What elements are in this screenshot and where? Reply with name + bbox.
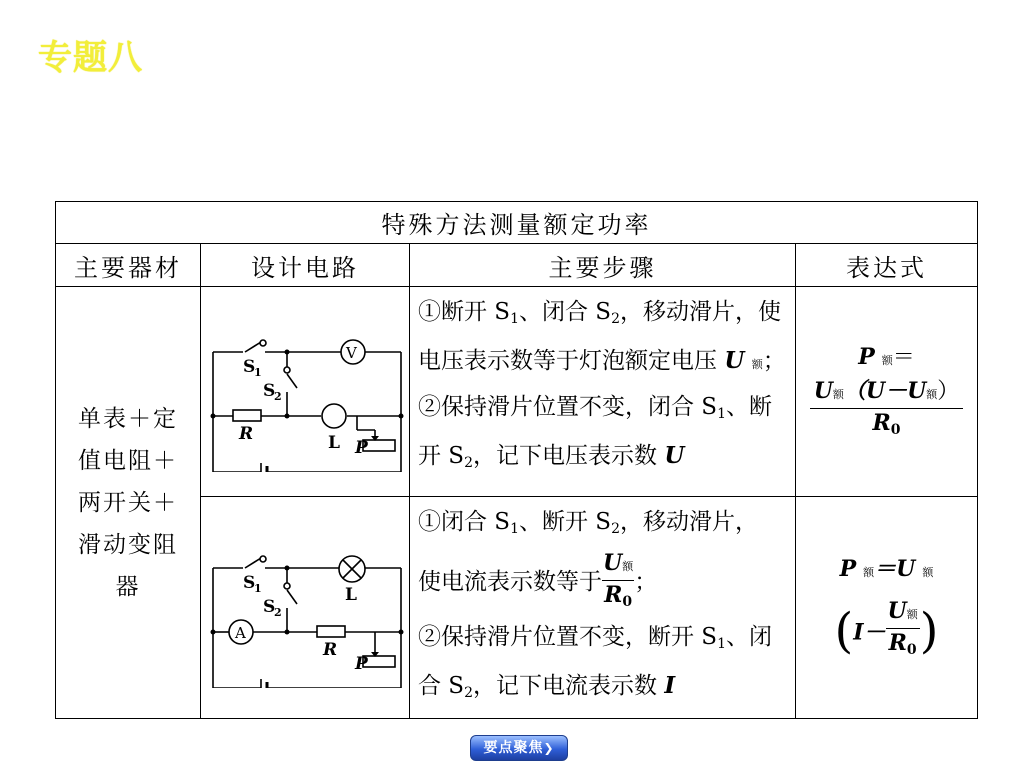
- table-title-row: [56, 202, 978, 244]
- resistor-label: R: [323, 639, 338, 660]
- step1-text: ①闭合 $S_1$、断开 $S_2$，移动滑片，: [418, 509, 758, 537]
- equipment-line: 器: [115, 573, 141, 600]
- voltmeter-label: V: [346, 343, 357, 362]
- table-row: [56, 287, 978, 497]
- col-header-steps: 主要步骤: [410, 244, 796, 287]
- equipment-line: 单表＋定: [78, 405, 178, 432]
- expression-numerator: U额（U－U额）: [810, 378, 964, 409]
- equipment-line: 滑动变阻: [78, 531, 178, 558]
- steps-cell-ammeter: [410, 497, 796, 719]
- circuit-cell-voltmeter: [201, 287, 410, 497]
- ammeter-label: A: [235, 623, 246, 642]
- expression-fraction: [810, 378, 964, 444]
- switch-s1-sub: 1: [254, 581, 262, 595]
- switch-s2-sub: 2: [274, 389, 282, 403]
- expression-cell-ammeter: [796, 497, 978, 719]
- slide-title: 专题八: [38, 38, 143, 78]
- switch-s1-sub: 1: [254, 365, 262, 379]
- equipment-cell: [56, 287, 201, 719]
- col-header-equipment: 主要器材: [56, 244, 201, 287]
- step2-text: ②保持滑片位置不变，闭合 $S_1$、断开 $S_2$，记下电压表示数 U: [418, 394, 772, 471]
- table-header-row: [56, 244, 978, 287]
- resistor-label: R: [239, 423, 254, 444]
- switch-s2-label: S: [263, 596, 276, 617]
- col-header-circuit: 设计电路: [201, 244, 410, 287]
- switch-s2-sub: 2: [274, 605, 282, 619]
- step2-text: ②保持滑片位置不变，断开 $S_1$、闭合 $S_2$，记下电流表示数 I: [418, 624, 772, 701]
- steps-cell-voltmeter: [410, 287, 796, 497]
- switch-s1-label: S: [243, 572, 256, 593]
- expression-lhs: P 额＝: [858, 343, 915, 370]
- slider-label: P: [355, 653, 368, 674]
- method-table: [55, 201, 978, 719]
- chevron-right-icon: ❯: [543, 741, 555, 755]
- expression-denominator: $R_0$: [872, 409, 901, 438]
- lamp-label: L: [328, 432, 340, 453]
- col-header-expression: 表达式: [796, 244, 978, 287]
- step1-text: ①断开 $S_1$、闭合 $S_2$，移动滑片，使电压表示数等于灯泡额定电压 U 额；: [418, 299, 786, 374]
- expression-cell-voltmeter: [796, 287, 978, 497]
- equipment-line: 两开关＋: [78, 489, 178, 516]
- expression-rhs: (I－ $\frac{\text{U额}}{R_0}$ ): [796, 598, 977, 664]
- circuit-diagram-ammeter: [205, 528, 405, 688]
- switch-s1-label: S: [243, 356, 256, 377]
- lamp-label: L: [345, 584, 357, 605]
- expression-lhs: P 额＝U 额: [839, 555, 934, 582]
- switch-s2-label: S: [263, 380, 276, 401]
- slider-label: P: [355, 437, 368, 458]
- rated-current-fraction: $\frac{\text{U额}}{R_0}$: [603, 550, 634, 610]
- key-points-button-label: 要点聚焦: [483, 740, 544, 756]
- step1-text-cont: 使电流表示数等于 $\frac{\text{U额}}{R_0}$ ；: [418, 550, 789, 616]
- key-points-button[interactable]: [470, 735, 568, 761]
- table-title: 特殊方法测量额定功率: [56, 202, 978, 244]
- expression-fraction: $\frac{\text{U额}}{R_0}$: [887, 597, 918, 658]
- circuit-cell-ammeter: [201, 497, 410, 719]
- equipment-line: 值电阻＋: [78, 447, 178, 474]
- circuit-diagram-voltmeter: [205, 312, 405, 472]
